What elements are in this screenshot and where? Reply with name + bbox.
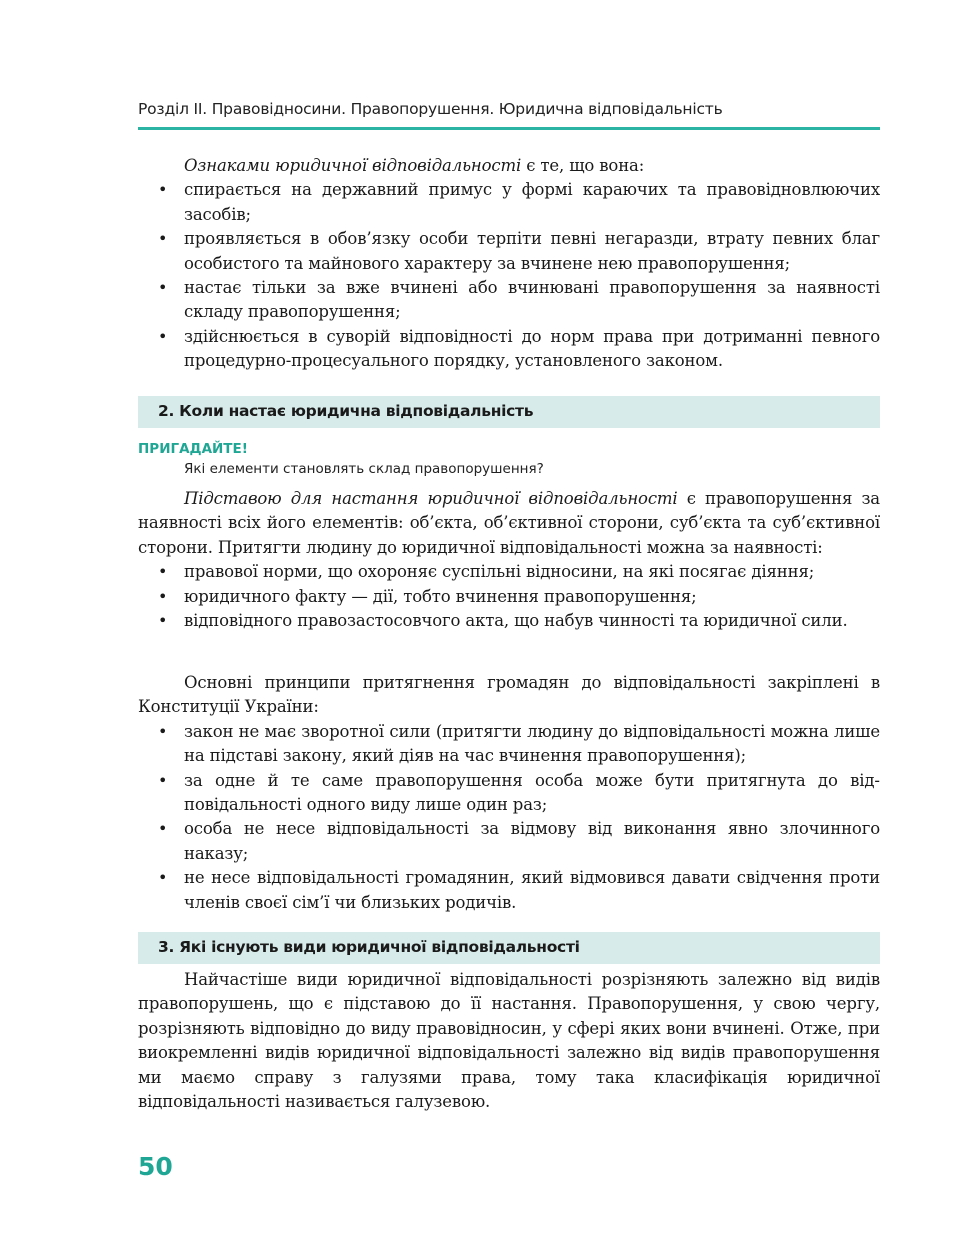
- section-2-title: 2. Коли настає юридична відповідальність: [158, 402, 534, 420]
- section-2-paragraph-2: Основні принципи притягнення громадян до відповідальності закріплені в Конституції України:: [138, 673, 880, 717]
- list-item: • проявляється в обов’язку особи терпіти певні негаразди, втрату певних благ особистого та майнового характеру за вчинене нею правопорушення;: [158, 229, 880, 273]
- list-item: • не несе відповідальності громадянин, який відмовився давати свідчення проти членів своєї сім’ї чи близьких родичів.: [158, 868, 880, 912]
- list-item: • особа не несе відповідальності за відмову від виконання явно злочинного наказу;: [158, 819, 880, 863]
- section-3-paragraph-1: Найчастіше види юридичної відповідальності розрізняють залежно від видів правопорушень, що є підставою до її настання. Правопорушення, у свою чергу, розрізняють відповідно до виду правовідносин, у сфері яких вони вчинені. Отже, при виокремленні видів юридичної відповідальності залежно від видів правопорушення ми маємо справу з галузями права, тому така класифікація юридичної відповідальності називається галузевою.: [138, 970, 880, 1112]
- section-2-paragraph-1: Підставою для настання юридичної відповідальності є правопорушення за наявності всіх його елементів: об’єкта, об’єктивної сторони, суб’єкта та суб’єктивної сторони. Притягти людину до юридичної відповідальності можна за наявності:: [138, 489, 880, 557]
- section-2-body: [138, 487, 880, 633]
- section-2-heading-bar: [138, 396, 880, 428]
- list-item: • спирається на державний примус у формі караючих та правовідновлюючих засобів;: [158, 180, 880, 224]
- remember-question: Які елементи становлять склад правопорушення?: [184, 461, 544, 477]
- running-head: Розділ ІІ. Правовідносини. Правопорушення. Юридична відповідальність: [138, 100, 723, 118]
- section-2-bullet-list-1: [138, 560, 880, 633]
- bullet-icon: •: [158, 611, 168, 631]
- bullet-icon: •: [158, 586, 168, 606]
- list-item: • правової норми, що охороняє суспільні відносини, на які посягає діяння;: [138, 560, 880, 584]
- intro-paragraph: [138, 154, 880, 178]
- intro-rest: є те, що вона:: [521, 156, 645, 175]
- bullet-icon: •: [158, 180, 168, 200]
- bullet-icon: •: [158, 819, 168, 839]
- page-number: 50: [138, 1152, 173, 1181]
- header-rule: [138, 127, 880, 130]
- remember-label: ПРИГАДАЙТЕ!: [138, 441, 248, 457]
- bullet-icon: •: [158, 326, 168, 346]
- section-3-body: [138, 968, 880, 1114]
- bullet-icon: •: [158, 721, 168, 741]
- list-item: • за одне й те саме правопорушення особа може бути притягнута до відповідальності одного виду лише один раз;: [158, 770, 880, 815]
- intro-bullet-list: [138, 178, 880, 373]
- section-3-heading-bar: [138, 932, 880, 964]
- bullet-icon: •: [158, 278, 168, 298]
- bullet-icon: •: [158, 770, 168, 790]
- section-2-bullet-list-2: [138, 720, 880, 915]
- section-3-title: 3. Які існують види юридичної відповідальності: [158, 938, 580, 956]
- section-2-body-2: [138, 671, 880, 915]
- intro-block: [138, 154, 880, 374]
- list-item: • закон не має зворотної сили (притягти людину до відповідальності можна лише на підставі закону, який діяв на час вчинення правопорушення);: [158, 721, 880, 766]
- list-item: • відповідного правозастосовчого акта, що набув чинності та юридичної сили.: [138, 609, 880, 633]
- list-item: • юридичного факту — дії, тобто вчинення правопорушення;: [138, 585, 880, 609]
- bullet-icon: •: [158, 562, 168, 582]
- list-item: • здійснюється в суворій відповідності до норм права при дотриманні певного процедурно-процесуального порядку, установленого законом.: [158, 326, 880, 371]
- section-2-italic-lead: Підставою для настання юридичної відповідальності: [184, 489, 678, 508]
- intro-italic-lead: Ознаками юридичної відповідальності: [184, 156, 522, 175]
- bullet-icon: •: [158, 229, 168, 249]
- list-item: • настає тільки за вже вчинені або вчинювані правопорушення за наявності складу правопорушення;: [158, 278, 880, 322]
- bullet-icon: •: [158, 868, 168, 888]
